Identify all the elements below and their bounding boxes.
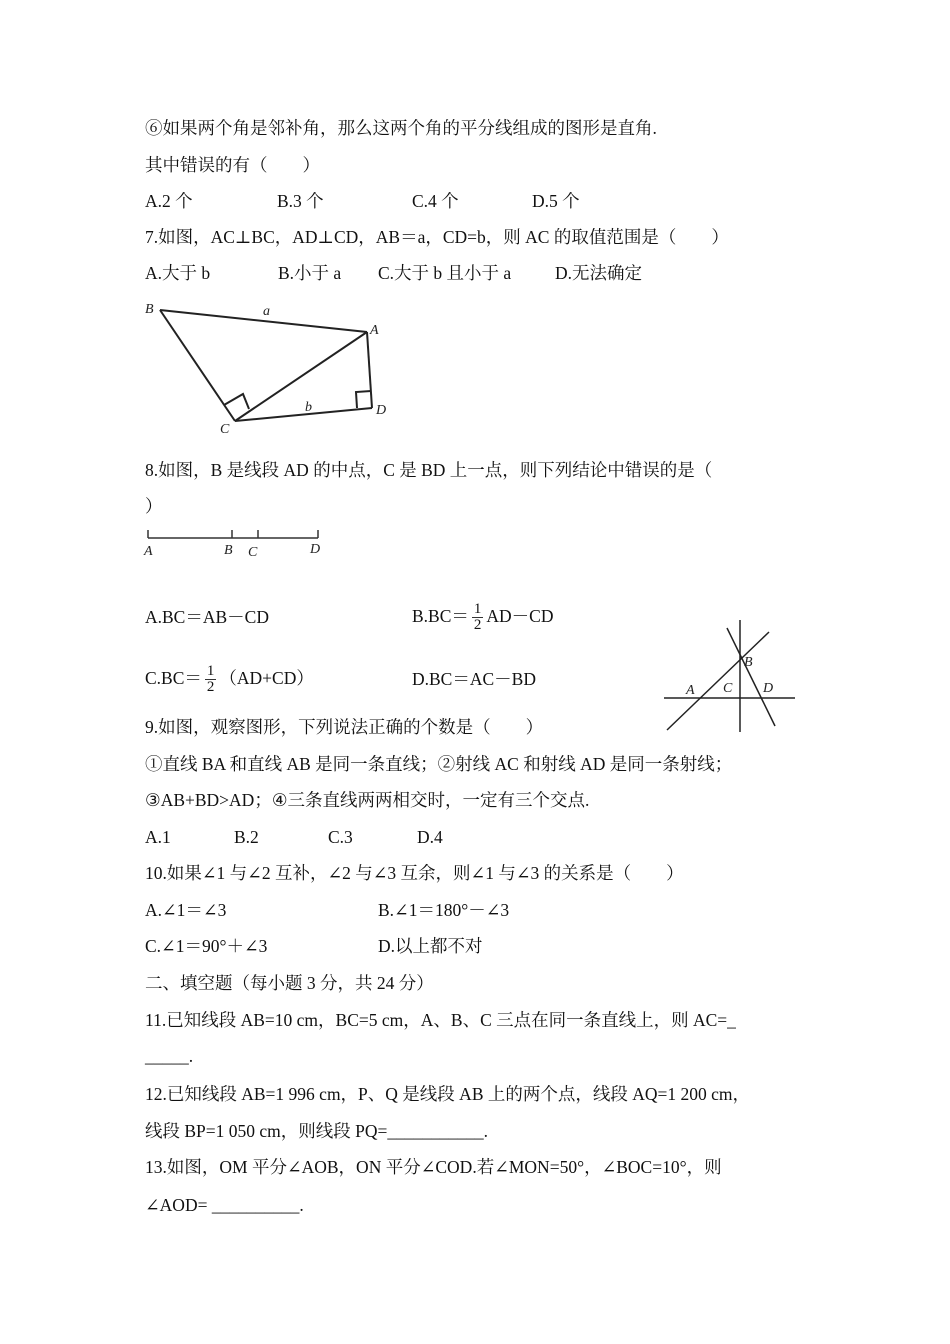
label-a: A [370,323,379,338]
label-d: D [376,403,387,418]
label-b: B [145,302,154,317]
question-13-cont: ∠AOD= __________. [145,1195,304,1215]
option-d: D.4 [417,827,443,847]
label-a-length: a [263,304,270,319]
question-8: 8.如图，B 是线段 AD 的中点，C 是 BD 上一点，则下列结论中错误的是（ [145,460,713,480]
statement-6: ⑥如果两个角是邻补角，那么这两个角的平分线组成的图形是直角. [145,118,657,138]
option-b: B.3 个 [277,191,324,211]
fraction-denominator: 2 [206,679,215,696]
option-b-suffix: AD－CD [486,606,554,626]
option-a: A.2 个 [145,191,193,211]
question-11: 11.已知线段 AB=10 cm，BC=5 cm，A、B、C 三点在同一条直线上，则 AC=_ [145,1010,736,1030]
section-heading: 二、填空题（每小题 3 分，共 24 分） [145,973,434,993]
question-10: 10.如果∠1 与∠2 互补，∠2 与∠3 互余，则∠1 与∠3 的关系是（ ） [145,863,684,883]
fraction-denominator: 2 [473,617,482,634]
option-d: D.5 个 [532,191,580,211]
option-c-suffix: （AD+CD） [219,668,314,688]
option-a: A.BC＝AB－CD [145,607,269,627]
label-c: C [723,681,733,696]
question-12-cont: 线段 BP=1 050 cm，则线段 PQ=___________. [145,1121,489,1141]
option-c: C.3 [328,827,353,847]
option-c-prefix: C.BC＝ [145,668,202,688]
option-b-prefix: B.BC＝ [412,606,469,626]
option-d: D.BC＝AC－BD [412,669,536,689]
label-b: B [744,655,753,670]
option-a: A.1 [145,827,171,847]
option-c: C.4 个 [412,191,459,211]
fraction-numerator: 1 [206,663,215,680]
option-b [412,596,554,636]
question-6-prompt: 其中错误的有（ ） [145,155,320,175]
fraction-half [472,602,484,633]
option-b: B.2 [234,827,259,847]
option-c [145,658,314,698]
question-9-statements-2: ③AB+BD>AD；④三条直线两两相交时，一定有三个交点. [145,790,590,810]
fraction-numerator: 1 [473,601,482,618]
figure-three-lines [655,620,805,740]
fraction-half [205,664,217,695]
figure-quadrilateral-abcd [140,290,400,440]
figure-segment-ad [140,522,340,562]
label-c: C [220,422,230,437]
question-7: 7.如图，AC⊥BC，AD⊥CD，AB＝a，CD=b，则 AC 的取值范围是（ ） [145,227,729,247]
option-d: D.无法确定 [555,263,643,283]
question-12: 12.已知线段 AB=1 996 cm，P、Q 是线段 AB 上的两个点，线段 AQ=1 200 cm， [145,1084,751,1104]
label-a: A [144,544,153,559]
label-a: A [686,683,695,698]
label-b: B [224,543,233,558]
option-a: A.大于 b [145,263,211,283]
question-13: 13.如图，OM 平分∠AOB，ON 平分∠COD.若∠MON=50°，∠BOC=10°，则 [145,1157,722,1177]
option-d: D.以上都不对 [378,936,483,956]
option-a: A.∠1＝∠3 [145,900,227,920]
question-9: 9.如图，观察图形，下列说法正确的个数是（ ） [145,717,544,737]
label-c: C [248,545,258,560]
question-8-close: ） [145,496,163,516]
option-c: C.大于 b 且小于 a [378,263,512,283]
label-d: D [310,542,321,557]
option-c: C.∠1＝90°＋∠3 [145,936,268,956]
option-b: B.∠1＝180°－∠3 [378,900,510,920]
option-b: B.小于 a [278,263,342,283]
label-b-length: b [305,400,312,415]
question-11-blank: _____. [145,1046,194,1066]
question-9-statements-1: ①直线 BA 和直线 AB 是同一条直线；②射线 AC 和射线 AD 是同一条射线； [145,754,733,774]
label-d: D [763,681,774,696]
